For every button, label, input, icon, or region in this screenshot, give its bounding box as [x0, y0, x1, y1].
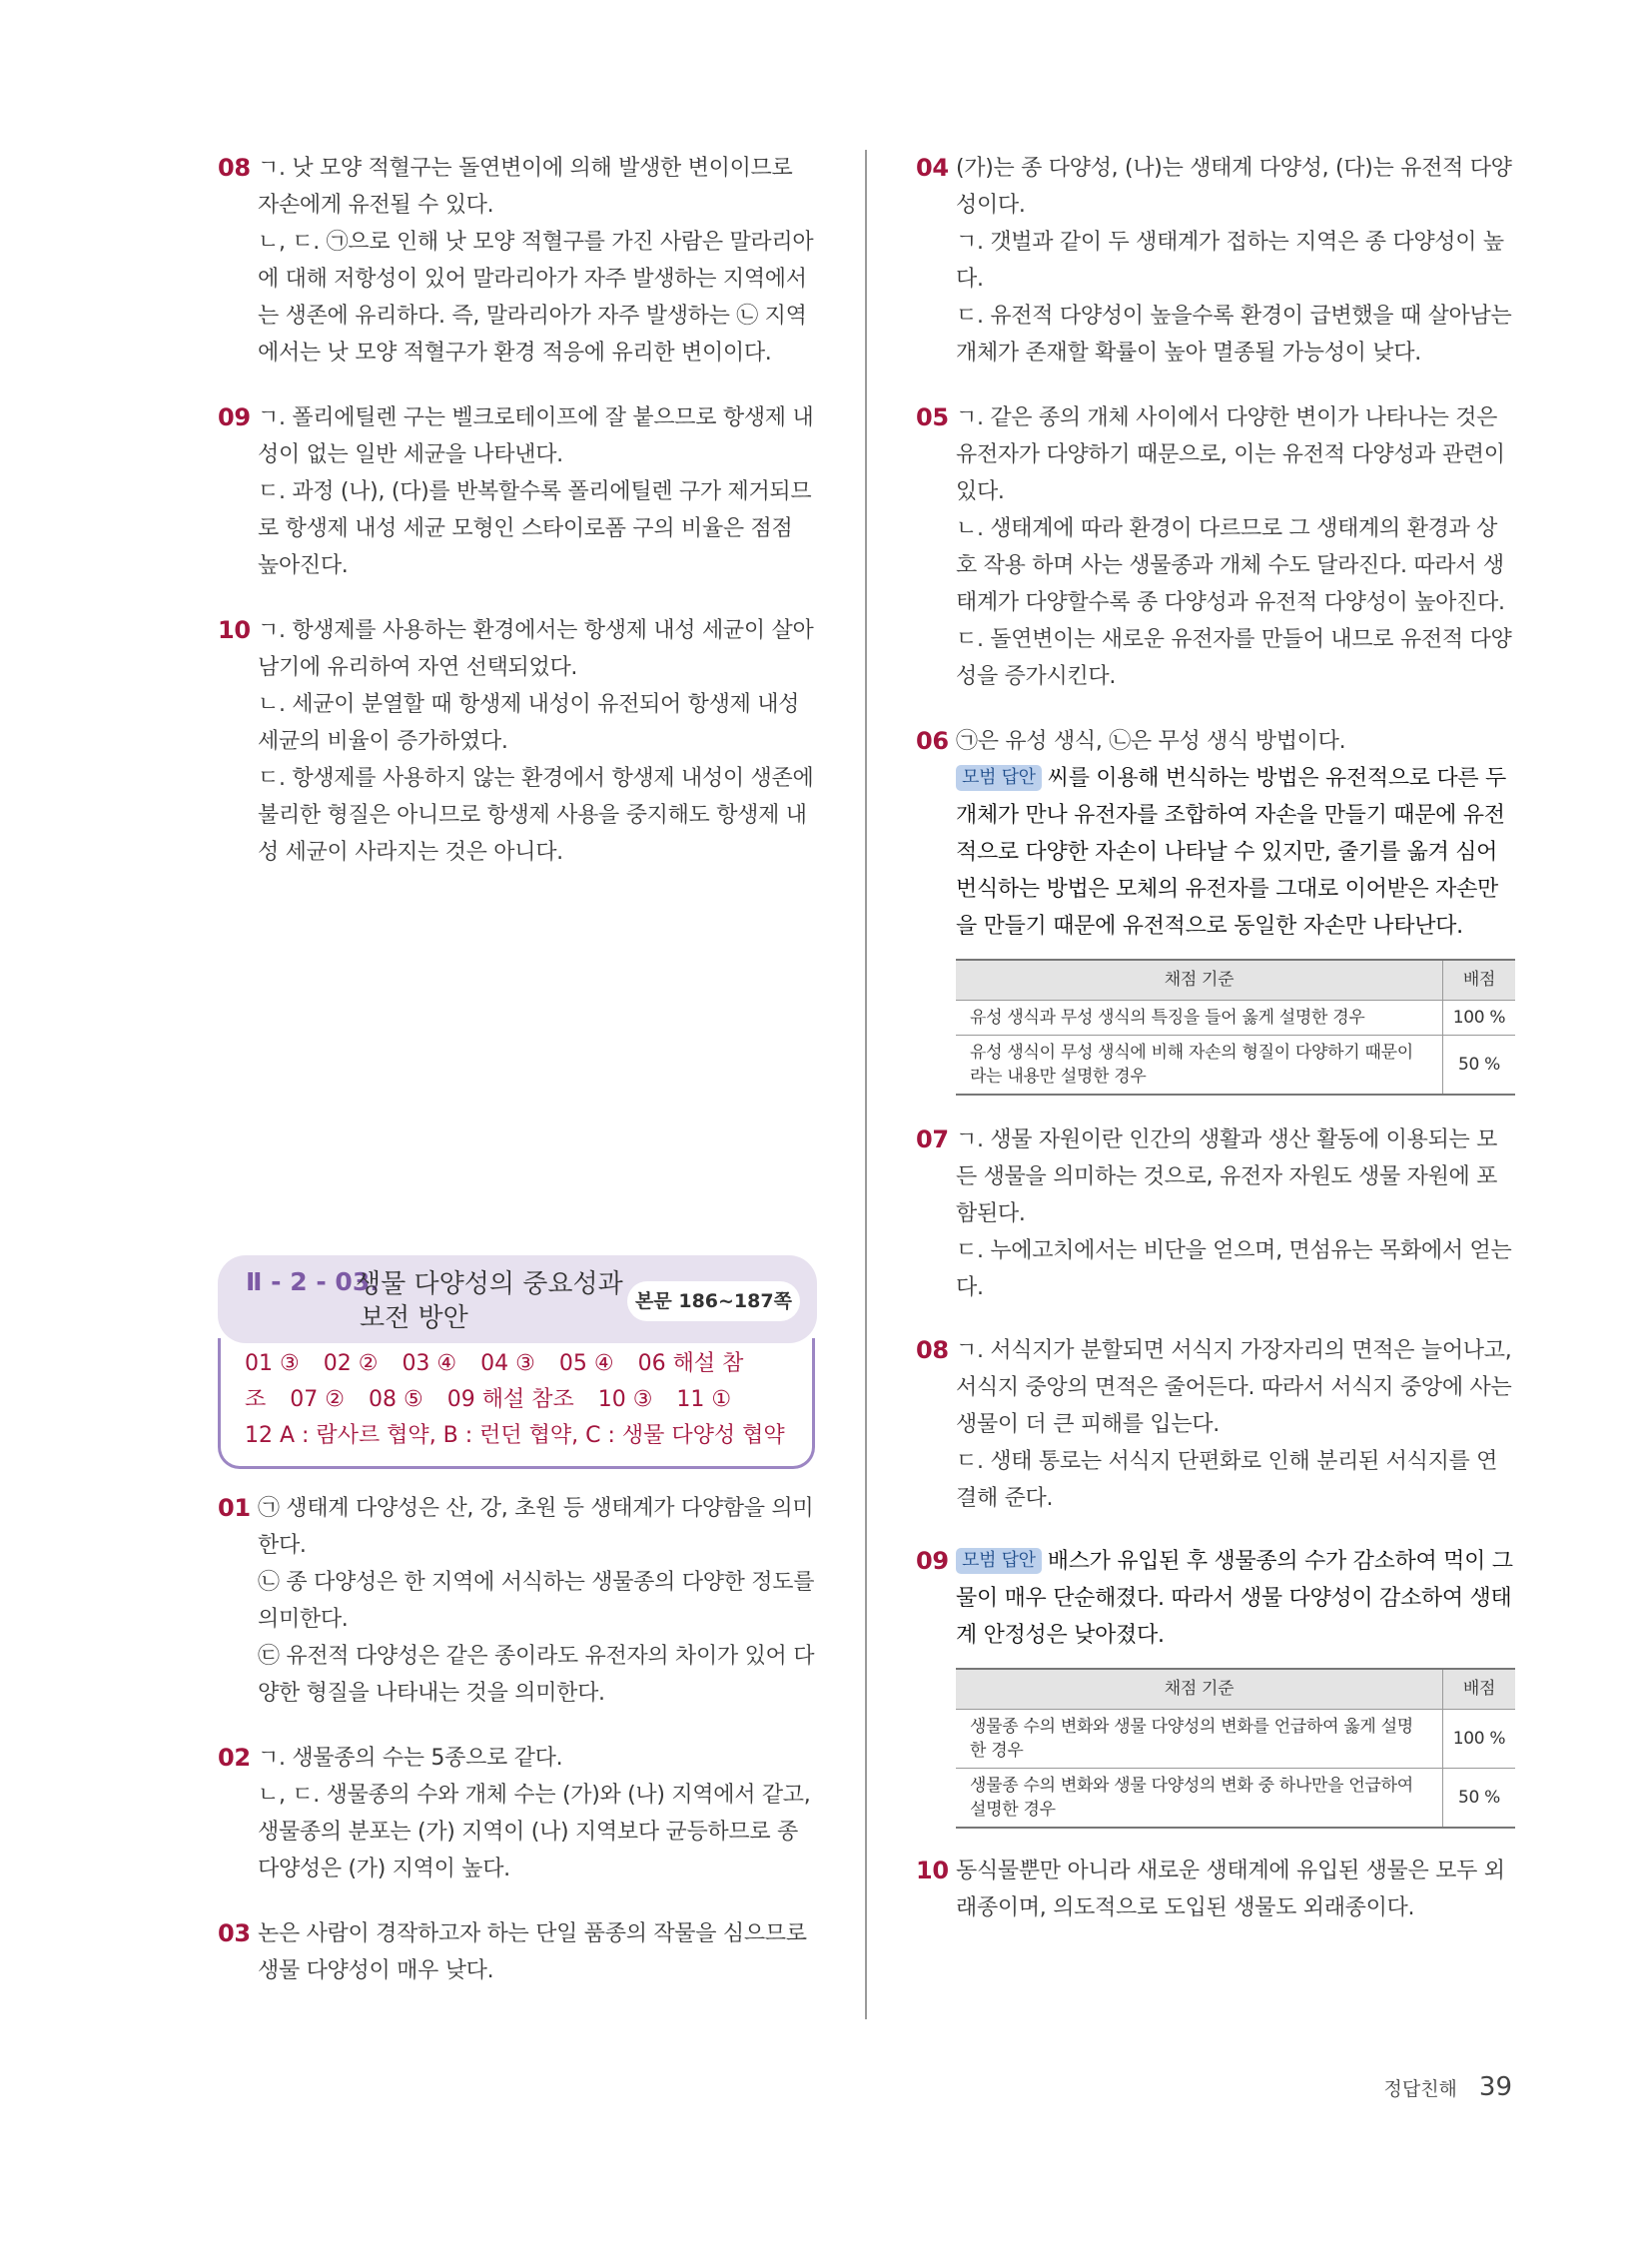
explanation-line: ㄴ, ㄷ. ㉠으로 인해 낫 모양 적혈구를 가진 사람은 말라리아에 대해 저항성이 있어 말라리아가 자주 발생하는 지역에서는 생존에 유리하다. 즉, 말라리아가 자주 발생하는 ㉡ 지역에서는 낫 모양 적혈구가 환경 적응에 유리한 변이이다. — [258, 230, 814, 366]
explanation-line: ㄱ. 생물종의 수는 5종으로 같다. — [258, 1746, 563, 1771]
page-reference: 본문 186~187쪽 — [627, 1281, 800, 1321]
table-row — [956, 1036, 1515, 1096]
section-title — [356, 1267, 623, 1335]
explanation-line: ㄴ, ㄷ. 생물종의 수와 개체 수는 (가)와 (나) 지역에서 같고, 생물종의 분포는 (가) 지역이 (나) 지역보다 균등하므로 종 다양성은 (가) 지역이 높다. — [258, 1783, 811, 1881]
explanation-line: ㄷ. 과정 (나), (다)를 반복할수록 폴리에틸렌 구가 제거되므로 항생제 내성 세균 모형인 스타이로폼 구의 비율은 점점 높아진다. — [258, 479, 812, 578]
question-number: 04 — [916, 154, 949, 182]
table-cell: 생물종 수의 변화와 생물 다양성의 변화를 언급하여 옳게 설명한 경우 — [956, 1710, 1443, 1769]
answer-item: 07 ② — [290, 1387, 345, 1412]
question-number: 06 — [916, 727, 949, 755]
model-answer-text: 씨를 이용해 번식하는 방법은 유전적으로 다른 두 개체가 만나 유전자를 조합하여 자손을 만들기 때문에 유전적으로 다양한 자손이 나타날 수 있지만, 줄기를 옮겨 심어 번식하는 방법은 모체의 유전자를 그대로 이어받은 자손만을 만들기 때문에 유전적으로 동일한 자손만 나타난다. — [956, 766, 1506, 939]
explanation-line: ㄱ. 폴리에틸렌 구는 벨크로테이프에 잘 붙으므로 항생제 내성이 없는 일반 세균을 나타낸다. — [258, 405, 814, 467]
explanation-line: ㉡ 종 다양성은 한 지역에 서식하는 생물종의 다양한 정도를 의미한다. — [258, 1570, 815, 1632]
answer-item: 05 ④ — [558, 1351, 614, 1376]
question-05 — [916, 399, 1515, 695]
answer-item: 01 ③ — [245, 1351, 300, 1376]
table-cell: 50 % — [1443, 1769, 1516, 1829]
explanation-line: ㉠ 생태계 다양성은 산, 강, 초원 등 생태계가 다양함을 의미한다. — [258, 1496, 814, 1558]
explanation-line: ㄷ. 유전적 다양성이 높을수록 환경이 급변했을 때 살아남는 개체가 존재할 확률이 높아 멸종될 가능성이 낮다. — [956, 304, 1512, 366]
question-08-left — [218, 150, 817, 372]
answer-item: 08 ⑤ — [368, 1387, 423, 1412]
table-cell: 50 % — [1443, 1036, 1516, 1096]
column-divider — [865, 150, 867, 2019]
question-10 — [916, 1853, 1515, 1926]
explanation-line: ㄱ. 낫 모양 적혈구는 돌연변이에 의해 발생한 변이이므로 자손에게 유전될 수 있다. — [258, 156, 793, 218]
table-row — [956, 1710, 1515, 1769]
table-header-row — [956, 960, 1515, 1001]
question-03 — [218, 1915, 817, 1989]
page-number: 39 — [1478, 2072, 1512, 2102]
answer-item: 02 ② — [323, 1351, 379, 1376]
answer-key-line — [245, 1382, 755, 1413]
footer-label: 정답친해 — [1383, 2078, 1457, 2100]
explanation-line: ㄷ. 항생제를 사용하지 않는 환경에서 항생제 내성이 생존에 불리한 형질은 아니므로 항생제 사용을 중지해도 항생제 내성 세균이 사라지는 것은 아니다. — [258, 766, 814, 865]
explanation-line: ㄱ. 갯벌과 같이 두 생태계가 접하는 지역은 종 다양성이 높다. — [956, 230, 1504, 292]
explanation-line: ㉢ 유전적 다양성은 같은 종이라도 유전자의 차이가 있어 다양한 형질을 나타내는 것을 의미한다. — [258, 1644, 815, 1706]
question-number: 09 — [218, 403, 251, 431]
table-row — [956, 1001, 1515, 1036]
section-title-line: 생물 다양성의 중요성과 — [356, 1269, 623, 1299]
answer-item: 12 A : 람사르 협약, B : 런던 협약, C : 생물 다양성 협약 — [245, 1423, 785, 1448]
page-footer — [1383, 2072, 1512, 2102]
explanation-line: 논은 사람이 경작하고자 하는 단일 품종의 작물을 심으므로 생물 다양성이 매우 낮다. — [258, 1921, 807, 1983]
table-cell: 생물종 수의 변화와 생물 다양성의 변화 중 하나만을 언급하여 설명한 경우 — [956, 1769, 1443, 1829]
question-number: 08 — [916, 1336, 949, 1364]
answer-key-line — [245, 1418, 809, 1449]
table-header: 배점 — [1443, 1669, 1516, 1710]
answer-item: 06 해설 참 — [637, 1351, 744, 1376]
answer-key-line — [245, 1346, 767, 1377]
table-header: 배점 — [1443, 960, 1516, 1001]
left-column — [218, 150, 817, 871]
explanation-line: ㄱ. 서식지가 분할되면 서식지 가장자리의 면적은 늘어나고, 서식지 중앙의 면적은 줄어든다. 따라서 서식지 중앙에 사는 생물이 더 큰 피해를 입는다. — [956, 1338, 1512, 1437]
answer-item: 11 ① — [676, 1387, 732, 1412]
explanation-line: ㄴ. 세균이 분열할 때 항생제 내성이 유전되어 항생제 내성 세균의 비율이 증가하였다. — [258, 692, 800, 754]
answer-item: 조 — [245, 1387, 267, 1412]
question-09-left — [218, 399, 817, 584]
explanation-line: ㄱ. 생물 자원이란 인간의 생활과 생산 활동에 이용되는 모든 생물을 의미하는 것으로, 유전자 자원도 생물 자원에 포함된다. — [956, 1127, 1498, 1226]
question-number: 10 — [916, 1857, 949, 1884]
question-number: 09 — [916, 1547, 949, 1575]
explanation-line: ㄷ. 누에고치에서는 비단을 얻으며, 면섬유는 목화에서 얻는다. — [956, 1238, 1512, 1300]
table-cell: 100 % — [1443, 1001, 1516, 1036]
question-06 — [916, 723, 1515, 1096]
explanation-line: 동식물뿐만 아니라 새로운 생태계에 유입된 생물은 모두 외래종이며, 의도적으로 도입된 생물도 외래종이다. — [956, 1859, 1505, 1920]
answer-key-box — [218, 1338, 815, 1469]
explanation-line: ㄷ. 돌연변이는 새로운 유전자를 만들어 내므로 유전적 다양성을 증가시킨다. — [956, 627, 1512, 689]
model-answer — [956, 1543, 1515, 1654]
question-number: 08 — [218, 154, 251, 182]
question-07 — [916, 1121, 1515, 1306]
section-number: Ⅱ - 2 - 03. — [246, 1267, 380, 1296]
answer-item: 03 ④ — [402, 1351, 457, 1376]
question-number: 10 — [218, 616, 251, 644]
scoring-table — [956, 959, 1515, 1096]
section-title-line: 보전 방안 — [360, 1303, 468, 1333]
question-04 — [916, 150, 1515, 372]
question-number: 01 — [218, 1494, 251, 1522]
table-row — [956, 1769, 1515, 1829]
right-column — [916, 150, 1515, 1926]
table-header: 채점 기준 — [956, 1669, 1443, 1710]
question-number: 03 — [218, 1919, 251, 1947]
question-number: 05 — [916, 403, 949, 431]
table-cell: 100 % — [1443, 1710, 1516, 1769]
model-answer-text: 배스가 유입된 후 생물종의 수가 감소하여 먹이 그물이 매우 단순해졌다. 따라서 생물 다양성이 감소하여 생태계 안정성은 낮아졌다. — [956, 1549, 1513, 1648]
question-number: 02 — [218, 1744, 251, 1772]
explanation-line: ㄱ. 같은 종의 개체 사이에서 다양한 변이가 나타나는 것은 유전자가 다양하기 때문으로, 이는 유전적 다양성과 관련이 있다. — [956, 405, 1505, 504]
question-10-left — [218, 612, 817, 871]
question-number: 07 — [916, 1125, 949, 1153]
question-08 — [916, 1332, 1515, 1517]
question-01 — [218, 1490, 817, 1712]
explanation-line: ㄷ. 생태 통로는 서식지 단편화로 인해 분리된 서식지를 연결해 준다. — [956, 1449, 1498, 1511]
scoring-table — [956, 1668, 1515, 1829]
explanation-line: ㄴ. 생태계에 따라 환경이 다르므로 그 생태계의 환경과 상호 작용 하며 사는 생물종과 개체 수도 달라진다. 따라서 생태계가 다양할수록 종 다양성과 유전적 다양성이 높아진다. — [956, 516, 1505, 615]
question-09 — [916, 1543, 1515, 1829]
left-bottom-column — [218, 1490, 817, 1989]
explanation-line: ㉠은 유성 생식, ㉡은 무성 생식 방법이다. — [956, 729, 1346, 754]
answer-item: 09 해설 참조 — [446, 1387, 574, 1412]
table-cell: 유성 생식이 무성 생식에 비해 자손의 형질이 다양하기 때문이라는 내용만 설명한 경우 — [956, 1036, 1443, 1096]
table-cell: 유성 생식과 무성 생식의 특징을 들어 옳게 설명한 경우 — [956, 1001, 1443, 1036]
question-02 — [218, 1740, 817, 1887]
answer-item: 04 ③ — [480, 1351, 535, 1376]
explanation-line: ㄱ. 항생제를 사용하는 환경에서는 항생제 내성 세균이 살아남기에 유리하여 자연 선택되었다. — [258, 618, 814, 680]
model-answer-badge: 모범 답안 — [956, 1548, 1042, 1574]
section-header — [218, 1255, 817, 1343]
model-answer-badge: 모범 답안 — [956, 765, 1042, 791]
table-header: 채점 기준 — [956, 960, 1443, 1001]
answer-item: 10 ③ — [597, 1387, 653, 1412]
table-header-row — [956, 1669, 1515, 1710]
model-answer — [956, 760, 1515, 945]
explanation-line: (가)는 종 다양성, (나)는 생태계 다양성, (다)는 유전적 다양성이다. — [956, 156, 1512, 218]
